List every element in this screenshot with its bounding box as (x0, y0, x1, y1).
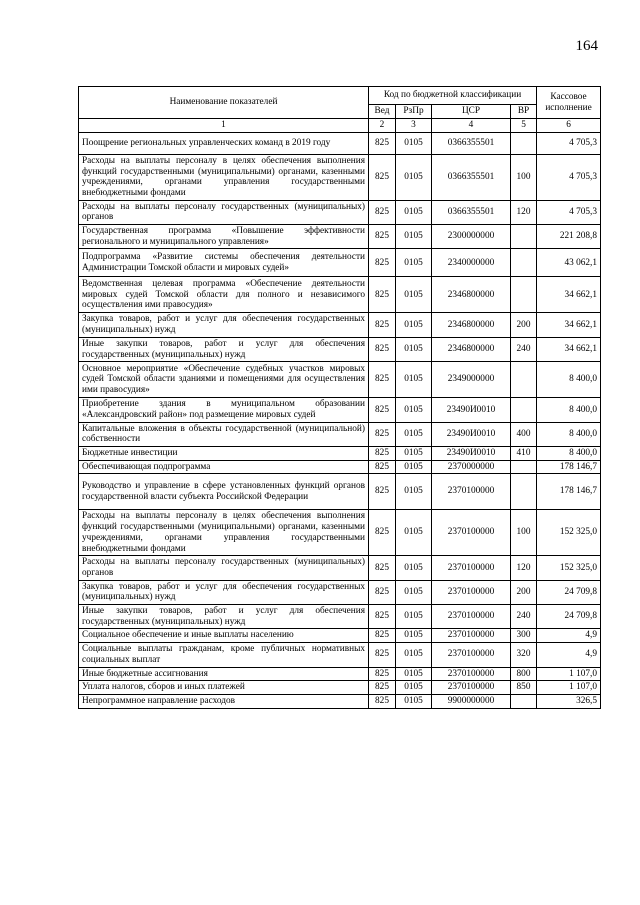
row-name: Основное мероприятие «Обеспечение судебных участков мировых судей Томской области зданиями и помещениями для осуществления ими правосудия» (79, 362, 369, 398)
row-rzpr: 0105 (396, 200, 432, 224)
row-csr: 23490И0010 (432, 398, 511, 422)
row-csr: 2370100000 (432, 629, 511, 643)
row-name: Государственная программа «Повышение эффективности регионального и муниципального управления» (79, 225, 369, 249)
row-vr (511, 225, 537, 249)
row-sum: 8 400,0 (537, 446, 601, 460)
table-row (79, 337, 601, 361)
header-csr: ЦСР (432, 105, 511, 119)
row-vr: 400 (511, 422, 537, 446)
row-csr: 2370100000 (432, 474, 511, 510)
row-ved: 825 (369, 277, 396, 313)
table-row (79, 132, 601, 154)
row-name: Ведомственная целевая программа «Обеспечение деятельности мировых судей Томской области для полного и независимого осуществления ими правосудия» (79, 277, 369, 313)
row-ved: 825 (369, 643, 396, 667)
header-colnum: 2 (369, 119, 396, 133)
row-ved: 825 (369, 337, 396, 361)
row-ved: 825 (369, 362, 396, 398)
row-vr: 200 (511, 313, 537, 337)
row-name: Капитальные вложения в объекты государственной (муниципальной) собственности (79, 422, 369, 446)
header-colnum: 3 (396, 119, 432, 133)
row-ved: 825 (369, 249, 396, 277)
row-name: Руководство и управление в сфере установленных функций органов государственной власти субъекта Российской Федерации (79, 474, 369, 510)
table-row (79, 362, 601, 398)
row-sum: 8 400,0 (537, 362, 601, 398)
row-rzpr: 0105 (396, 422, 432, 446)
row-ved: 825 (369, 556, 396, 580)
row-sum: 178 146,7 (537, 460, 601, 474)
row-ved: 825 (369, 225, 396, 249)
row-ved: 825 (369, 474, 396, 510)
table-row (79, 667, 601, 681)
row-ved: 825 (369, 132, 396, 154)
row-vr: 850 (511, 681, 537, 695)
row-rzpr: 0105 (396, 556, 432, 580)
row-name: Непрограммное направление расходов (79, 694, 369, 708)
row-rzpr: 0105 (396, 277, 432, 313)
table-row (79, 474, 601, 510)
row-ved: 825 (369, 398, 396, 422)
row-name: Социальное обеспечение и иные выплаты населению (79, 629, 369, 643)
table-body (79, 132, 601, 708)
row-ved: 825 (369, 694, 396, 708)
table-row (79, 694, 601, 708)
row-csr: 2370000000 (432, 460, 511, 474)
row-vr: 120 (511, 556, 537, 580)
row-csr: 2346800000 (432, 277, 511, 313)
row-rzpr: 0105 (396, 313, 432, 337)
row-ved: 825 (369, 510, 396, 556)
row-vr (511, 694, 537, 708)
row-ved: 825 (369, 200, 396, 224)
row-name: Закупка товаров, работ и услуг для обеспечения государственных (муниципальных) нужд (79, 313, 369, 337)
row-vr (511, 277, 537, 313)
row-csr: 2349000000 (432, 362, 511, 398)
row-csr: 2346800000 (432, 313, 511, 337)
row-csr: 2370100000 (432, 556, 511, 580)
row-vr: 120 (511, 200, 537, 224)
row-sum: 4 705,3 (537, 154, 601, 200)
row-rzpr: 0105 (396, 643, 432, 667)
row-rzpr: 0105 (396, 337, 432, 361)
table-row (79, 398, 601, 422)
row-rzpr: 0105 (396, 580, 432, 604)
row-csr: 23490И0010 (432, 422, 511, 446)
row-name: Расходы на выплаты персоналу государственных (муниципальных) органов (79, 200, 369, 224)
row-rzpr: 0105 (396, 510, 432, 556)
table-row (79, 681, 601, 695)
table-row (79, 580, 601, 604)
row-vr: 100 (511, 510, 537, 556)
page-number: 164 (575, 38, 598, 54)
row-sum: 178 146,7 (537, 474, 601, 510)
row-rzpr: 0105 (396, 249, 432, 277)
row-vr (511, 362, 537, 398)
row-ved: 825 (369, 580, 396, 604)
row-name: Закупка товаров, работ и услуг для обеспечения государственных (муниципальных) нужд (79, 580, 369, 604)
row-ved: 825 (369, 154, 396, 200)
header-vr: ВР (511, 105, 537, 119)
table-row (79, 277, 601, 313)
row-sum: 8 400,0 (537, 398, 601, 422)
row-name: Подпрограмма «Развитие системы обеспечения деятельности Администрации Томской области и мировых судей» (79, 249, 369, 277)
table-row (79, 643, 601, 667)
row-rzpr: 0105 (396, 446, 432, 460)
row-vr: 410 (511, 446, 537, 460)
table-row (79, 605, 601, 629)
row-csr: 2370100000 (432, 510, 511, 556)
table-row (79, 225, 601, 249)
row-name: Бюджетные инвестиции (79, 446, 369, 460)
row-sum: 34 662,1 (537, 277, 601, 313)
row-sum: 4 705,3 (537, 132, 601, 154)
row-csr: 2346800000 (432, 337, 511, 361)
header-rzpr: РзПр (396, 105, 432, 119)
row-ved: 825 (369, 460, 396, 474)
row-csr: 2370100000 (432, 580, 511, 604)
header-colnum: 6 (537, 119, 601, 133)
header-colnum: 1 (79, 119, 369, 133)
row-csr: 2370100000 (432, 605, 511, 629)
row-sum: 326,5 (537, 694, 601, 708)
row-ved: 825 (369, 313, 396, 337)
row-rzpr: 0105 (396, 681, 432, 695)
header-classification-group: Код по бюджетной классификации (369, 87, 537, 105)
row-rzpr: 0105 (396, 132, 432, 154)
row-sum: 34 662,1 (537, 313, 601, 337)
table-row (79, 154, 601, 200)
row-ved: 825 (369, 422, 396, 446)
row-name: Иные закупки товаров, работ и услуг для обеспечения государственных (муниципальных) нужд (79, 337, 369, 361)
row-name: Расходы на выплаты персоналу в целях обеспечения выполнения функций государственными (муниципальными) органами, казенными учреждениями, органами управления государственными внебюджетными фондами (79, 154, 369, 200)
row-sum: 4 705,3 (537, 200, 601, 224)
header-colnum: 5 (511, 119, 537, 133)
row-ved: 825 (369, 446, 396, 460)
row-sum: 4,9 (537, 629, 601, 643)
row-sum: 221 208,8 (537, 225, 601, 249)
row-vr: 100 (511, 154, 537, 200)
budget-table (78, 86, 601, 709)
row-ved: 825 (369, 605, 396, 629)
row-sum: 34 662,1 (537, 337, 601, 361)
row-sum: 1 107,0 (537, 681, 601, 695)
row-name: Приобретение здания в муниципальном образовании «Александровский район» под размещение мировых судей (79, 398, 369, 422)
row-sum: 24 709,8 (537, 580, 601, 604)
row-ved: 825 (369, 629, 396, 643)
row-vr: 300 (511, 629, 537, 643)
table-row (79, 556, 601, 580)
row-csr: 2370100000 (432, 643, 511, 667)
table-row (79, 313, 601, 337)
row-rzpr: 0105 (396, 154, 432, 200)
table-row (79, 510, 601, 556)
row-vr: 800 (511, 667, 537, 681)
row-name: Расходы на выплаты персоналу государственных (муниципальных) органов (79, 556, 369, 580)
row-rzpr: 0105 (396, 225, 432, 249)
row-name: Иные закупки товаров, работ и услуг для обеспечения государственных (муниципальных) нужд (79, 605, 369, 629)
row-sum: 152 325,0 (537, 510, 601, 556)
row-rzpr: 0105 (396, 460, 432, 474)
row-vr: 200 (511, 580, 537, 604)
row-vr (511, 398, 537, 422)
row-csr: 2370100000 (432, 667, 511, 681)
row-rzpr: 0105 (396, 667, 432, 681)
row-sum: 152 325,0 (537, 556, 601, 580)
table-row (79, 460, 601, 474)
row-csr: 9900000000 (432, 694, 511, 708)
row-rzpr: 0105 (396, 398, 432, 422)
row-name: Уплата налогов, сборов и иных платежей (79, 681, 369, 695)
row-name: Социальные выплаты гражданам, кроме публичных нормативных социальных выплат (79, 643, 369, 667)
row-rzpr: 0105 (396, 474, 432, 510)
row-csr: 2370100000 (432, 681, 511, 695)
row-vr: 320 (511, 643, 537, 667)
row-csr: 0366355501 (432, 154, 511, 200)
row-ved: 825 (369, 681, 396, 695)
row-vr: 240 (511, 337, 537, 361)
row-vr (511, 474, 537, 510)
row-csr: 2300000000 (432, 225, 511, 249)
table-header (79, 87, 601, 133)
row-vr (511, 460, 537, 474)
row-rzpr: 0105 (396, 605, 432, 629)
table-row (79, 200, 601, 224)
table-row (79, 422, 601, 446)
row-sum: 4,9 (537, 643, 601, 667)
row-ved: 825 (369, 667, 396, 681)
row-csr: 23490И0010 (432, 446, 511, 460)
row-csr: 2340000000 (432, 249, 511, 277)
row-rzpr: 0105 (396, 694, 432, 708)
table-row (79, 249, 601, 277)
row-name: Иные бюджетные ассигнования (79, 667, 369, 681)
row-name: Поощрение региональных управленческих команд в 2019 году (79, 132, 369, 154)
row-sum: 24 709,8 (537, 605, 601, 629)
row-name: Расходы на выплаты персоналу в целях обеспечения выполнения функций государственными (муниципальными) органами, казенными учреждениями, органами управления государственными внебюджетными фондами (79, 510, 369, 556)
table-row (79, 446, 601, 460)
row-rzpr: 0105 (396, 629, 432, 643)
row-csr: 0366355501 (432, 132, 511, 154)
row-csr: 0366355501 (432, 200, 511, 224)
row-name: Обеспечивающая подпрограмма (79, 460, 369, 474)
header-name: Наименование показателей (79, 87, 369, 119)
row-rzpr: 0105 (396, 362, 432, 398)
row-sum: 1 107,0 (537, 667, 601, 681)
header-sum: Кассовое исполнение (537, 87, 601, 119)
header-colnum: 4 (432, 119, 511, 133)
row-sum: 43 062,1 (537, 249, 601, 277)
row-vr: 240 (511, 605, 537, 629)
table-row (79, 629, 601, 643)
row-vr (511, 249, 537, 277)
row-sum: 8 400,0 (537, 422, 601, 446)
row-vr (511, 132, 537, 154)
header-ved: Вед (369, 105, 396, 119)
